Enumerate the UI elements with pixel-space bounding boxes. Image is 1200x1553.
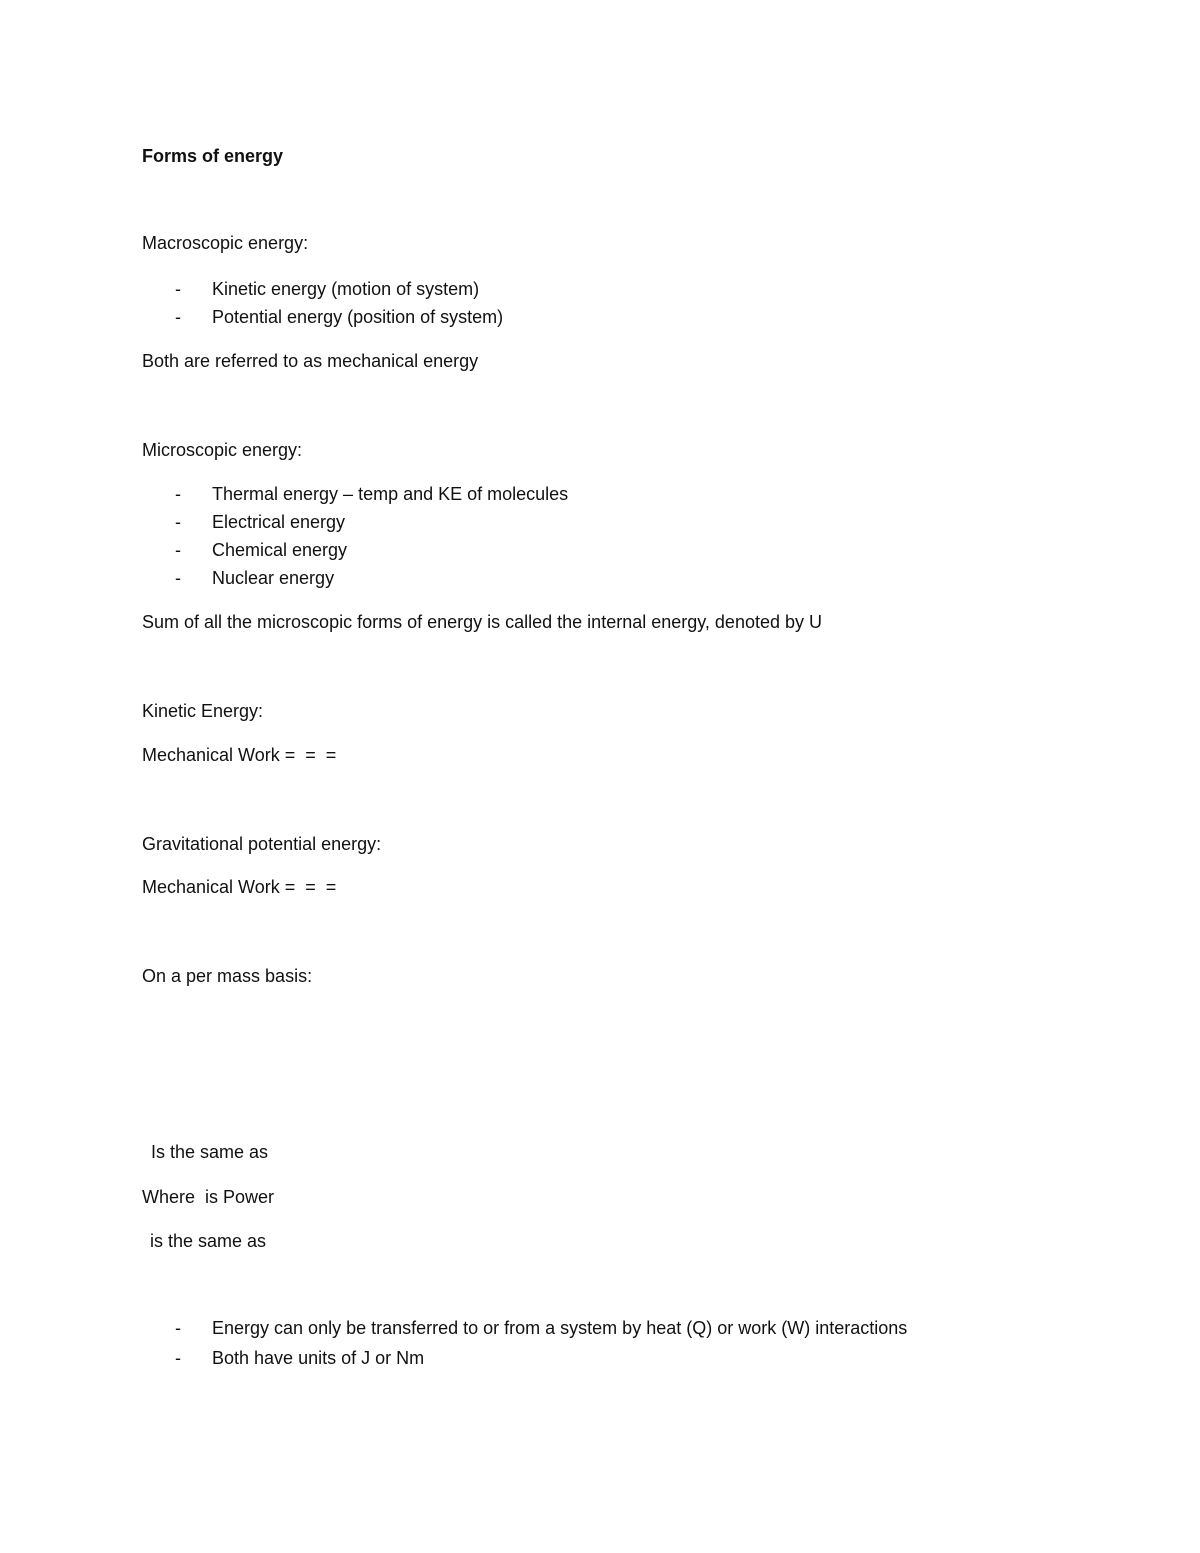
list-item-text: Electrical energy xyxy=(212,512,346,532)
list-item-text: Chemical energy xyxy=(212,540,348,560)
list-item xyxy=(175,1347,424,1369)
bullet-dash: - xyxy=(175,279,181,299)
bullet-dash: - xyxy=(175,540,181,560)
where-power-line: Where is Power xyxy=(142,1187,275,1207)
per-mass-heading: On a per mass basis: xyxy=(142,966,313,986)
microscopic-heading: Microscopic energy: xyxy=(142,440,303,460)
list-item xyxy=(175,483,568,505)
list-item xyxy=(175,511,345,533)
list-item xyxy=(175,567,334,589)
bullet-dash: - xyxy=(175,307,181,327)
list-item xyxy=(175,306,503,328)
same-as-line: is the same as xyxy=(150,1231,267,1251)
microscopic-summary: Sum of all the microscopic forms of energy is called the internal energy, denoted by U xyxy=(142,612,823,632)
list-item xyxy=(175,539,347,561)
macroscopic-heading: Macroscopic energy: xyxy=(142,233,309,253)
bullet-dash: - xyxy=(175,1348,181,1368)
bullet-dash: - xyxy=(175,484,181,504)
document-title: Forms of energy xyxy=(142,146,284,166)
gravitational-work: Mechanical Work = = = xyxy=(142,877,337,897)
gravitational-heading: Gravitational potential energy: xyxy=(142,834,382,854)
list-item xyxy=(175,278,479,300)
macroscopic-summary: Both are referred to as mechanical energy xyxy=(142,351,479,371)
list-item-text: Energy can only be transferred to or from a system by heat (Q) or work (W) interactions xyxy=(212,1318,908,1338)
list-item-text: Nuclear energy xyxy=(212,568,335,588)
kinetic-heading: Kinetic Energy: xyxy=(142,701,264,721)
list-item-text: Kinetic energy (motion of system) xyxy=(212,279,480,299)
list-item xyxy=(175,1317,907,1339)
list-item-text: Both have units of J or Nm xyxy=(212,1348,425,1368)
bullet-dash: - xyxy=(175,512,181,532)
list-item-text: Potential energy (position of system) xyxy=(212,307,504,327)
same-as-line: Is the same as xyxy=(146,1142,269,1162)
list-item-text: Thermal energy – temp and KE of molecules xyxy=(212,484,569,504)
bullet-dash: - xyxy=(175,568,181,588)
bullet-dash: - xyxy=(175,1318,181,1338)
kinetic-work: Mechanical Work = = = xyxy=(142,745,337,765)
